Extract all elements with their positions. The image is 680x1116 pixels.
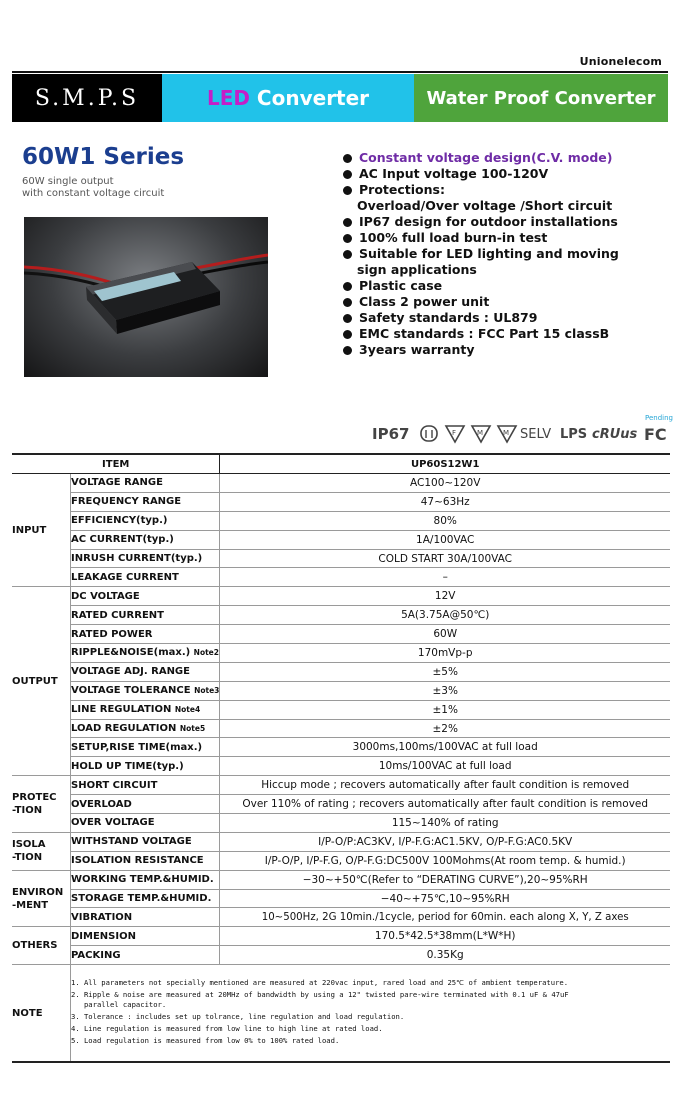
table-row bbox=[12, 851, 670, 870]
param-value: 5A(3.75A@50℃) bbox=[220, 606, 670, 625]
param-value: Over 110% of rating ; recovers automatically after fault condition is removed bbox=[220, 795, 670, 814]
feature-item: EMC standards : FCC Part 15 classB bbox=[342, 326, 619, 342]
param-value: AC100~120V bbox=[220, 474, 670, 493]
param-value: COLD START 30A/100VAC bbox=[220, 549, 670, 568]
table-row bbox=[12, 889, 670, 908]
feature-item: 100% full load burn-in test bbox=[342, 230, 619, 246]
table-row bbox=[12, 832, 670, 851]
param-name: AC CURRENT(typ.) bbox=[71, 530, 220, 549]
feature-item-continued: sign applications bbox=[357, 262, 477, 277]
param-name: OVERLOAD bbox=[71, 795, 220, 814]
param-name: VIBRATION bbox=[71, 908, 220, 927]
mm-triangle-icon bbox=[496, 424, 518, 444]
param-name: PACKING bbox=[71, 946, 220, 965]
fcc-mark: FC bbox=[644, 424, 667, 444]
subtitle-line-1: 60W single output bbox=[22, 176, 114, 187]
fcc-pending-label: Pending bbox=[645, 414, 673, 422]
param-name: DIMENSION bbox=[71, 927, 220, 946]
feature-item: Plastic case bbox=[342, 278, 619, 294]
param-value: I/P-O/P, I/P-F.G, O/P-F.G:DC500V 100Mohms(At room temp. & humid.) bbox=[220, 851, 670, 870]
param-value: 10ms/100VAC at full load bbox=[220, 757, 670, 776]
table-row bbox=[12, 644, 670, 663]
series-subtitle bbox=[22, 176, 164, 200]
note-line: 4. Line regulation is measured from low line to high line at rated load. bbox=[71, 1024, 383, 1034]
class2-bulb-icon bbox=[418, 424, 440, 444]
note-line: 1. All parameters not specially mentioned are measured at 220vac input, rared load and 25℃ of ambient temperature. bbox=[71, 978, 569, 988]
param-name: STORAGE TEMP.&HUMID. bbox=[71, 889, 220, 908]
param-value: 170mVp-p bbox=[220, 644, 670, 663]
param-value: ±1% bbox=[220, 700, 670, 719]
group-protection: PROTEC -TION bbox=[12, 776, 71, 833]
param-note-ref: Note2 bbox=[193, 648, 219, 658]
feature-list bbox=[342, 150, 619, 358]
param-value: ±5% bbox=[220, 662, 670, 681]
param-value: 60W bbox=[220, 625, 670, 644]
param-name: VOLTAGE RANGE bbox=[71, 474, 220, 493]
param-value: 80% bbox=[220, 511, 670, 530]
banner-led-converter bbox=[162, 74, 414, 122]
feature-item: Constant voltage design(C.V. mode) bbox=[342, 150, 619, 166]
feature-item: Safety standards : UL879 bbox=[342, 310, 619, 326]
table-row bbox=[12, 795, 670, 814]
banner-water-proof: Water Proof Converter bbox=[414, 74, 668, 122]
table-row bbox=[12, 625, 670, 644]
table-row bbox=[12, 719, 670, 738]
param-value: 115~140% of rating bbox=[220, 814, 670, 833]
table-row bbox=[12, 776, 670, 795]
mm-triangle-letter: M bbox=[503, 429, 510, 437]
param-name-with-note bbox=[71, 719, 220, 738]
param-name: HOLD UP TIME(typ.) bbox=[71, 757, 220, 776]
feature-item: Protections: bbox=[342, 182, 619, 198]
banner-smps: S.M.P.S bbox=[12, 74, 162, 122]
table-row bbox=[12, 511, 670, 530]
table-row bbox=[12, 606, 670, 625]
feature-item: AC Input voltage 100-120V bbox=[342, 166, 619, 182]
note-line: 5. Load regulation is measured from low 0% to 100% rated load. bbox=[71, 1036, 340, 1046]
table-header-row bbox=[12, 454, 670, 474]
param-name-with-note bbox=[71, 644, 220, 663]
note-line: 2. Ripple & noise are measured at 20MHz of bandwidth by using a 12" twisted pare-wire terminated with 0.1 uF & 47uF bbox=[71, 990, 569, 1000]
table-row bbox=[12, 757, 670, 776]
subtitle-line-2: with constant voltage circuit bbox=[22, 188, 165, 199]
param-name: SETUP,RISE TIME(max.) bbox=[71, 738, 220, 757]
group-isolation: ISOLA -TION bbox=[12, 832, 71, 870]
note-line: parallel capacitor. bbox=[71, 1000, 167, 1010]
f-triangle-icon bbox=[444, 424, 466, 444]
param-name: LINE REGULATION bbox=[71, 704, 172, 716]
feature-item-continued: Overload/Over voltage /Short circuit bbox=[357, 198, 613, 213]
param-name: INRUSH CURRENT(typ.) bbox=[71, 549, 220, 568]
table-row bbox=[12, 738, 670, 757]
group-others: OTHERS bbox=[12, 927, 71, 965]
param-value: 10~500Hz, 2G 10min./1cycle, period for 60min. each along X, Y, Z axes bbox=[220, 908, 670, 927]
top-divider bbox=[12, 71, 668, 73]
notes-cell bbox=[71, 965, 671, 1063]
param-value: 47~63Hz bbox=[220, 492, 670, 511]
param-value: 1A/100VAC bbox=[220, 530, 670, 549]
f-triangle-letter: F bbox=[452, 429, 457, 437]
selv-mark: SELV bbox=[520, 426, 552, 442]
table-row bbox=[12, 870, 670, 889]
param-value: Hiccup mode ; recovers automatically after fault condition is removed bbox=[220, 776, 670, 795]
param-name: SHORT CIRCUIT bbox=[71, 776, 220, 795]
group-note: NOTE bbox=[12, 965, 71, 1063]
param-value: 0.35Kg bbox=[220, 946, 670, 965]
table-row bbox=[12, 681, 670, 700]
param-name: WITHSTAND VOLTAGE bbox=[71, 832, 220, 851]
param-value: 12V bbox=[220, 587, 670, 606]
table-row bbox=[12, 587, 670, 606]
feature-item: IP67 design for outdoor installations bbox=[342, 214, 619, 230]
table-row bbox=[12, 492, 670, 511]
notes-row bbox=[12, 965, 670, 1063]
param-name: EFFICIENCY(typ.) bbox=[71, 511, 220, 530]
table-row bbox=[12, 946, 670, 965]
param-name: LOAD REGULATION bbox=[71, 723, 177, 735]
header-item: ITEM bbox=[12, 454, 220, 474]
m-triangle-icon bbox=[470, 424, 492, 444]
header-model: UP60S12W1 bbox=[220, 454, 670, 474]
banner-led-word: LED bbox=[206, 86, 250, 110]
category-banner bbox=[12, 74, 668, 122]
lps-mark: LPS bbox=[560, 426, 588, 442]
param-name: WORKING TEMP.&HUMID. bbox=[71, 870, 220, 889]
param-value: −40~+75℃,10~95%RH bbox=[220, 889, 670, 908]
param-value: 3000ms,100ms/100VAC at full load bbox=[220, 738, 670, 757]
param-name: LEAKAGE CURRENT bbox=[71, 568, 220, 587]
table-row bbox=[12, 474, 670, 493]
param-name: OVER VOLTAGE bbox=[71, 814, 220, 833]
table-row bbox=[12, 549, 670, 568]
param-note-ref: Note5 bbox=[179, 724, 206, 734]
series-title: 60W1 Series bbox=[22, 144, 185, 170]
feature-item: 3years warranty bbox=[342, 342, 619, 358]
param-name: VOLTAGE TOLERANCE bbox=[71, 685, 191, 697]
param-note-ref: Note4 bbox=[174, 705, 201, 715]
param-name: ISOLATION RESISTANCE bbox=[71, 851, 220, 870]
param-name: RATED POWER bbox=[71, 625, 220, 644]
group-output: OUTPUT bbox=[12, 587, 71, 776]
param-value: −30~+50℃(Refer to “DERATING CURVE”),20~95%RH bbox=[220, 870, 670, 889]
m-triangle-letter: M bbox=[477, 429, 484, 437]
banner-converter-word: Converter bbox=[249, 86, 370, 110]
table-row bbox=[12, 700, 670, 719]
table-row bbox=[12, 530, 670, 549]
param-value: ±3% bbox=[220, 681, 670, 700]
product-illustration bbox=[24, 217, 268, 377]
param-name: VOLTAGE ADJ. RANGE bbox=[71, 662, 220, 681]
group-input: INPUT bbox=[12, 474, 71, 587]
param-name: RIPPLE&NOISE(max.) bbox=[71, 647, 191, 659]
table-row bbox=[12, 814, 670, 833]
table-row bbox=[12, 927, 670, 946]
product-photo bbox=[24, 217, 268, 377]
note-line: 3. Tolerance : includes set up tolrance, line regulation and load regulation. bbox=[71, 1012, 405, 1022]
param-value: 170.5*42.5*38mm(L*W*H) bbox=[220, 927, 670, 946]
param-name: DC VOLTAGE bbox=[71, 587, 220, 606]
param-note-ref: Note3 bbox=[194, 686, 220, 696]
table-row bbox=[12, 908, 670, 927]
brand-name: Unionelecom bbox=[579, 55, 662, 68]
group-environment: ENVIRON -MENT bbox=[12, 870, 71, 927]
param-name: FREQUENCY RANGE bbox=[71, 492, 220, 511]
param-name-with-note bbox=[71, 681, 220, 700]
feature-item: Class 2 power unit bbox=[342, 294, 619, 310]
param-name: RATED CURRENT bbox=[71, 606, 220, 625]
param-value: I/P-O/P:AC3KV, I/P-F.G:AC1.5KV, O/P-F.G:AC0.5KV bbox=[220, 832, 670, 851]
param-value: – bbox=[220, 568, 670, 587]
feature-item: Suitable for LED lighting and moving bbox=[342, 246, 619, 262]
param-name-with-note bbox=[71, 700, 220, 719]
table-row bbox=[12, 568, 670, 587]
specification-table bbox=[12, 453, 670, 1063]
ip67-mark: IP67 bbox=[372, 425, 410, 443]
param-value: ±2% bbox=[220, 719, 670, 738]
ul-mark: cRUus bbox=[592, 426, 638, 442]
table-row bbox=[12, 662, 670, 681]
